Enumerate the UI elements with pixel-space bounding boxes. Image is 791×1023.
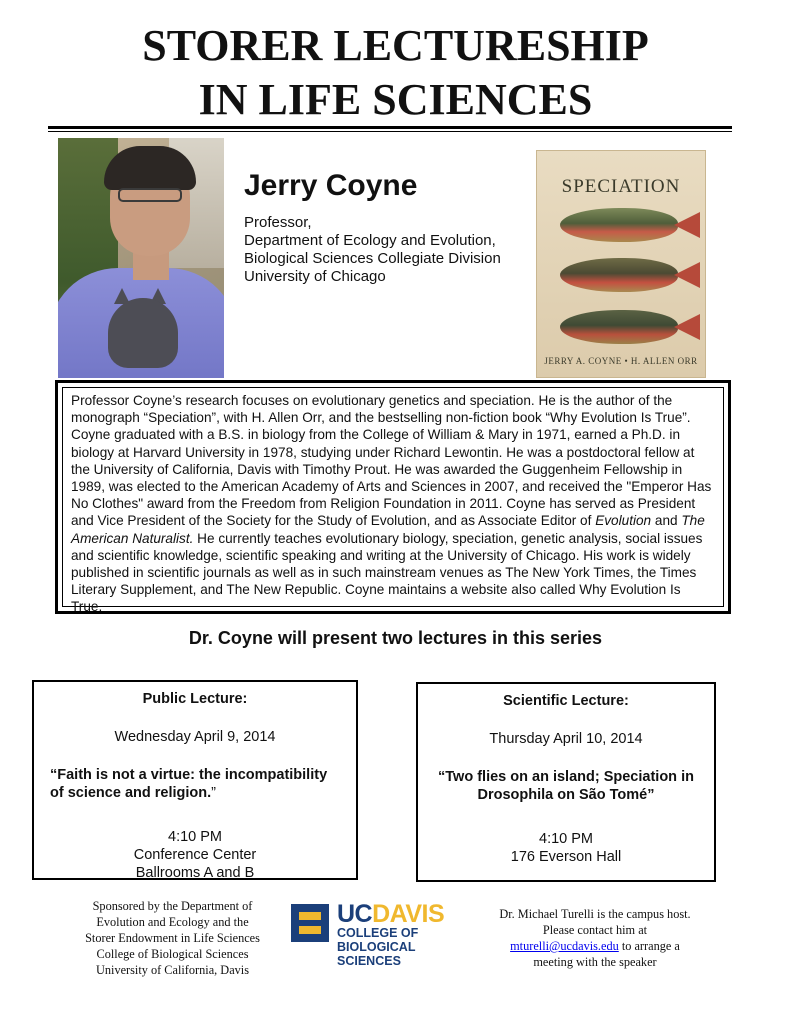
public-lecture-time: 4:10 PM <box>168 829 222 845</box>
title-divider-thin <box>48 131 732 132</box>
book-cover <box>536 150 706 378</box>
affiliation-line: Biological Sciences Collegiate Division <box>244 250 501 267</box>
public-lecture-title-quote: ” <box>211 785 216 801</box>
speaker-photo <box>58 138 224 378</box>
book-title: SPECIATION <box>561 176 681 197</box>
page-title-line1: STORER LECTURESHIP <box>142 21 649 70</box>
public-lecture-heading: Public Lecture: <box>142 691 248 707</box>
ucdavis-s-icon <box>291 904 329 942</box>
scientific-lecture-date: Thursday April 10, 2014 <box>489 731 643 747</box>
host-line: Please contact him at <box>542 923 648 937</box>
bio-text-part: Professor Coyne’s research focuses on evolutionary genetics and speciation. He is the author of the monograph “Speciation”, with H. Allen Orr, and the bestselling non-fiction book “Why Evolution Is True”. Coyne graduated with a B.S. in biology from the College of William & Mary in 1971, earned a Ph.D. in biology at Harvard University in 1978, studying under Richard Lewontin. He was a postdoctoral fellow at the University of California, Davis with Timothy Prout. He was awarded the Guggenheim Fellowship in 1989, was elected to the American Academy of Arts and Sciences in 2007, and received the "Emperor Has No Clothes" award from the Freedom from Religion Foundation in 2011. Coyne has served as President and Vice President of the Society for the Study of Evolution, and as Associate Editor of <box>71 393 712 529</box>
public-lecture-title <box>34 766 356 802</box>
host-contact <box>480 906 710 970</box>
book-authors: JERRY A. COYNE • H. ALLEN ORR <box>544 356 698 366</box>
sponsor-line: Storer Endowment in Life Sciences <box>85 931 260 945</box>
bio-box <box>55 380 731 614</box>
host-email-link[interactable]: mturelli@ucdavis.edu <box>510 939 619 953</box>
fish-illustration <box>560 310 678 344</box>
sponsor-line: University of California, Davis <box>96 963 249 977</box>
journal-evolution: Evolution <box>595 513 652 529</box>
scientific-lecture-box <box>416 682 716 882</box>
logo-college-name: COLLEGE OF BIOLOGICAL SCIENCES <box>337 926 419 968</box>
speaker-affiliation <box>244 214 501 286</box>
public-lecture-title-text: “Faith is not a virtue: the incompatibility of science and religion. <box>50 767 328 801</box>
bio-text <box>62 387 724 615</box>
affiliation-line: Department of Ecology and Evolution, <box>244 232 496 249</box>
sponsor-text <box>70 898 275 978</box>
bio-text-part: He currently teaches evolutionary biology, speciation, genetic analysis, social issues and scientific knowledge, scientific speaking and writing at the University of Chicago. His work is widely published in scientific journals as well as in such mainstream venues as The New York Times, the Times Literary Supplement, and The New Republic. Coyne maintains a website also called Why Evolution Is True. <box>71 530 703 615</box>
scientific-lecture-time: 4:10 PM <box>539 831 593 847</box>
logo-wordmark: UCDAVIS <box>337 900 445 928</box>
page-title-line2: IN LIFE SCIENCES <box>198 75 593 124</box>
ucdavis-logo <box>289 902 469 974</box>
affiliation-line: University of Chicago <box>244 268 386 285</box>
bio-text-part: and <box>651 513 682 529</box>
scientific-lecture-venue: 176 Everson Hall <box>510 849 622 865</box>
scientific-lecture-heading: Scientific Lecture: <box>503 693 629 709</box>
sponsor-line: College of Biological Sciences <box>96 947 249 961</box>
title-divider <box>48 126 732 129</box>
fish-illustration <box>560 258 678 292</box>
journal-american-naturalist: The American Naturalist. <box>71 513 705 546</box>
sponsor-line: Sponsored by the Department of <box>92 899 253 913</box>
sponsor-line: Evolution and Ecology and the <box>96 915 249 929</box>
host-line: meeting with the speaker <box>533 955 657 969</box>
public-lecture-venue: Conference Center <box>133 847 257 863</box>
host-line: to arrange a <box>618 939 680 953</box>
lectures-heading: Dr. Coyne will present two lectures in this series <box>188 628 603 648</box>
host-line: Dr. Michael Turelli is the campus host. <box>499 907 691 921</box>
scientific-lecture-title: “Two flies on an island; Speciation in Drosophila on São Tomé” <box>438 769 694 803</box>
affiliation-line: Professor, <box>244 214 312 231</box>
fish-illustration <box>560 208 678 242</box>
speaker-name: Jerry Coyne <box>244 169 418 202</box>
public-lecture-box <box>32 680 358 880</box>
public-lecture-room: Ballrooms A and B <box>135 865 255 881</box>
public-lecture-date: Wednesday April 9, 2014 <box>114 729 276 745</box>
